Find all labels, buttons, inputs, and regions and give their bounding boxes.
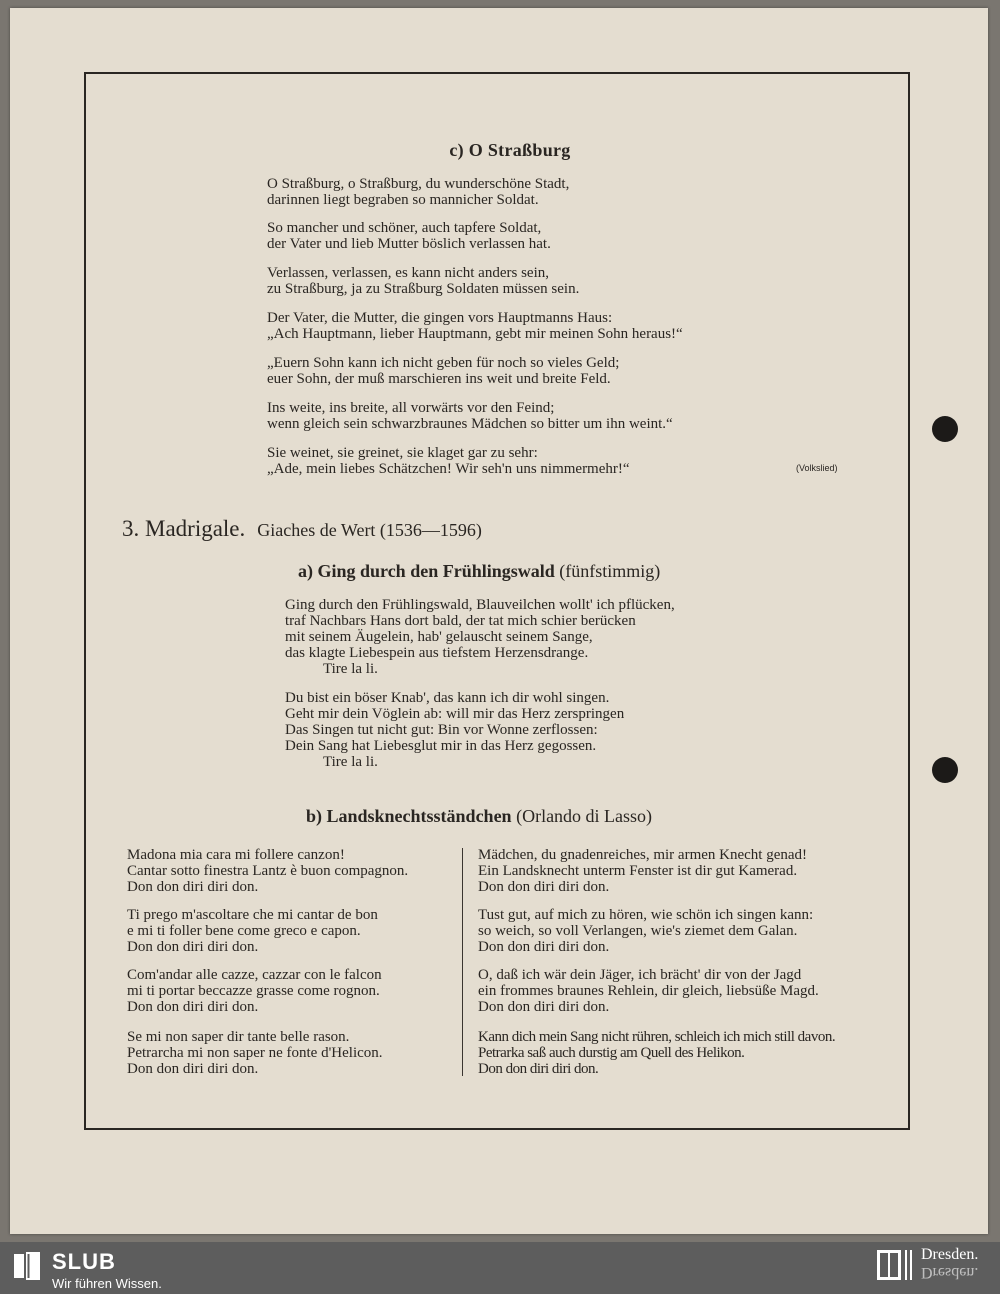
song-c-stanza: Verlassen, verlassen, es kann nicht anders sein, zu Straßburg, ja zu Straßburg Soldaten müssen sein. — [267, 265, 580, 297]
song-b-left-stanza: Se mi non saper dir tante belle rason. Petrarcha mi non saper ne fonte d'Helicon. Don don diri diri don. — [127, 1029, 383, 1077]
slub-book-icon[interactable] — [12, 1250, 42, 1282]
punch-hole-bottom — [932, 757, 958, 783]
song-c-stanza: So mancher und schöner, auch tapfere Soldat, der Vater und lieb Mutter böslich verlassen hat. — [267, 220, 551, 252]
punch-hole-top — [932, 416, 958, 442]
song-c-stanza: Sie weinet, sie greinet, sie klaget gar zu sehr: „Ade, mein liebes Schätzchen! Wir seh'n uns nimmermehr!“ — [267, 445, 630, 477]
song-b-left-stanza: Madona mia cara mi follere canzon! Cantar sotto finestra Lantz è buon compagnon. Don don diri diri don. — [127, 847, 409, 895]
song-b-right-stanza: Kann dich mein Sang nicht rühren, schleich ich mich still davon. Petrarka saß auch durstig am Quell des Helikon. Don don diri diri don. — [478, 1029, 836, 1077]
song-a-title: a) Ging durch den Frühlingswald (fünfstimmig) — [298, 561, 661, 581]
song-c-stanza: Ins weite, ins breite, all vorwärts vor den Feind; wenn gleich sein schwarzbraunes Mädchen so bitter um ihn weint.“ — [267, 400, 673, 432]
song-b-right-stanza: Tust gut, auf mich zu hören, wie schön ich singen kann: so weich, so voll Verlangen, wie's ziemet dem Galan. Don don diri diri don. — [478, 907, 814, 955]
song-b-right-stanza: O, daß ich wär dein Jäger, ich brächt' dir von der Jagd ein frommes braunes Rehlein, dir gleich, liebsüße Magd. Don don diri diri don. — [478, 967, 819, 1015]
song-a-stanza: Ging durch den Frühlingswald, Blauveilchen wollt' ich pflücken, traf Nachbars Hans dort bald, der tat mich schier berücken mit seinem Äugelein, hab' gelauscht seinem Sange, das klagte Liebespein aus tiefstem Herzensdrange. Tire la li. — [285, 597, 675, 677]
song-c-stanza: „Euern Sohn kann ich nicht geben für noch so vieles Geld; euer Sohn, der muß marschieren ins weit und breite Feld. — [267, 355, 620, 387]
section-3-composer: Giaches de Wert (1536—1596) — [257, 520, 482, 540]
slub-tagline: Wir führen Wissen. — [52, 1276, 162, 1291]
footer-bar — [0, 1242, 1000, 1294]
song-b-title: b) Landsknechtsständchen (Orlando di Lasso) — [306, 806, 653, 826]
slub-brand[interactable]: SLUB — [52, 1249, 116, 1274]
song-c-stanza: Der Vater, die Mutter, die gingen vors Hauptmanns Haus: „Ach Hauptmann, lieber Hauptmann, gebt mir meinen Sohn heraus!“ — [267, 310, 683, 342]
section-3-title: 3. Madrigale. — [122, 516, 246, 541]
song-b-left-stanza: Com'andar alle cazze, cazzar con le falcon mi ti portar beccazze grasse come rognon. Don don diri diri don. — [127, 967, 382, 1015]
song-c-credit: (Volkslied) — [796, 463, 838, 473]
song-c-title: c) O Straßburg — [449, 140, 571, 160]
dresden-brand-reflection: Dresden. — [921, 1264, 979, 1281]
song-a-stanza: Du bist ein böser Knab', das kann ich dir wohl singen. Geht mir dein Vöglein ab: will mir das Herz zerspringen Das Singen tut nicht gut: Bin vor Wonne zerflossen: Dein Sang hat Liebesglut mir in das Herz gegossen. Tire la li. — [285, 690, 625, 770]
section-3-heading — [122, 516, 482, 542]
song-b-left-stanza: Ti prego m'ascoltare che mi cantar de bon e mi ti foller bene come greco e capon. Don don diri diri don. — [127, 907, 378, 955]
song-b-right-stanza: Mädchen, du gnadenreiches, mir armen Knecht genad! Ein Landsknecht unterm Fenster ist dir gut Kamerad. Don don diri diri don. — [478, 847, 808, 895]
column-divider — [462, 848, 463, 1076]
song-c-stanza: O Straßburg, o Straßburg, du wunderschöne Stadt, darinnen liegt begraben so mannicher Soldat. — [267, 176, 570, 208]
dresden-brand[interactable]: Dresden. — [921, 1246, 979, 1263]
dresden-crest-icon[interactable] — [876, 1248, 914, 1282]
